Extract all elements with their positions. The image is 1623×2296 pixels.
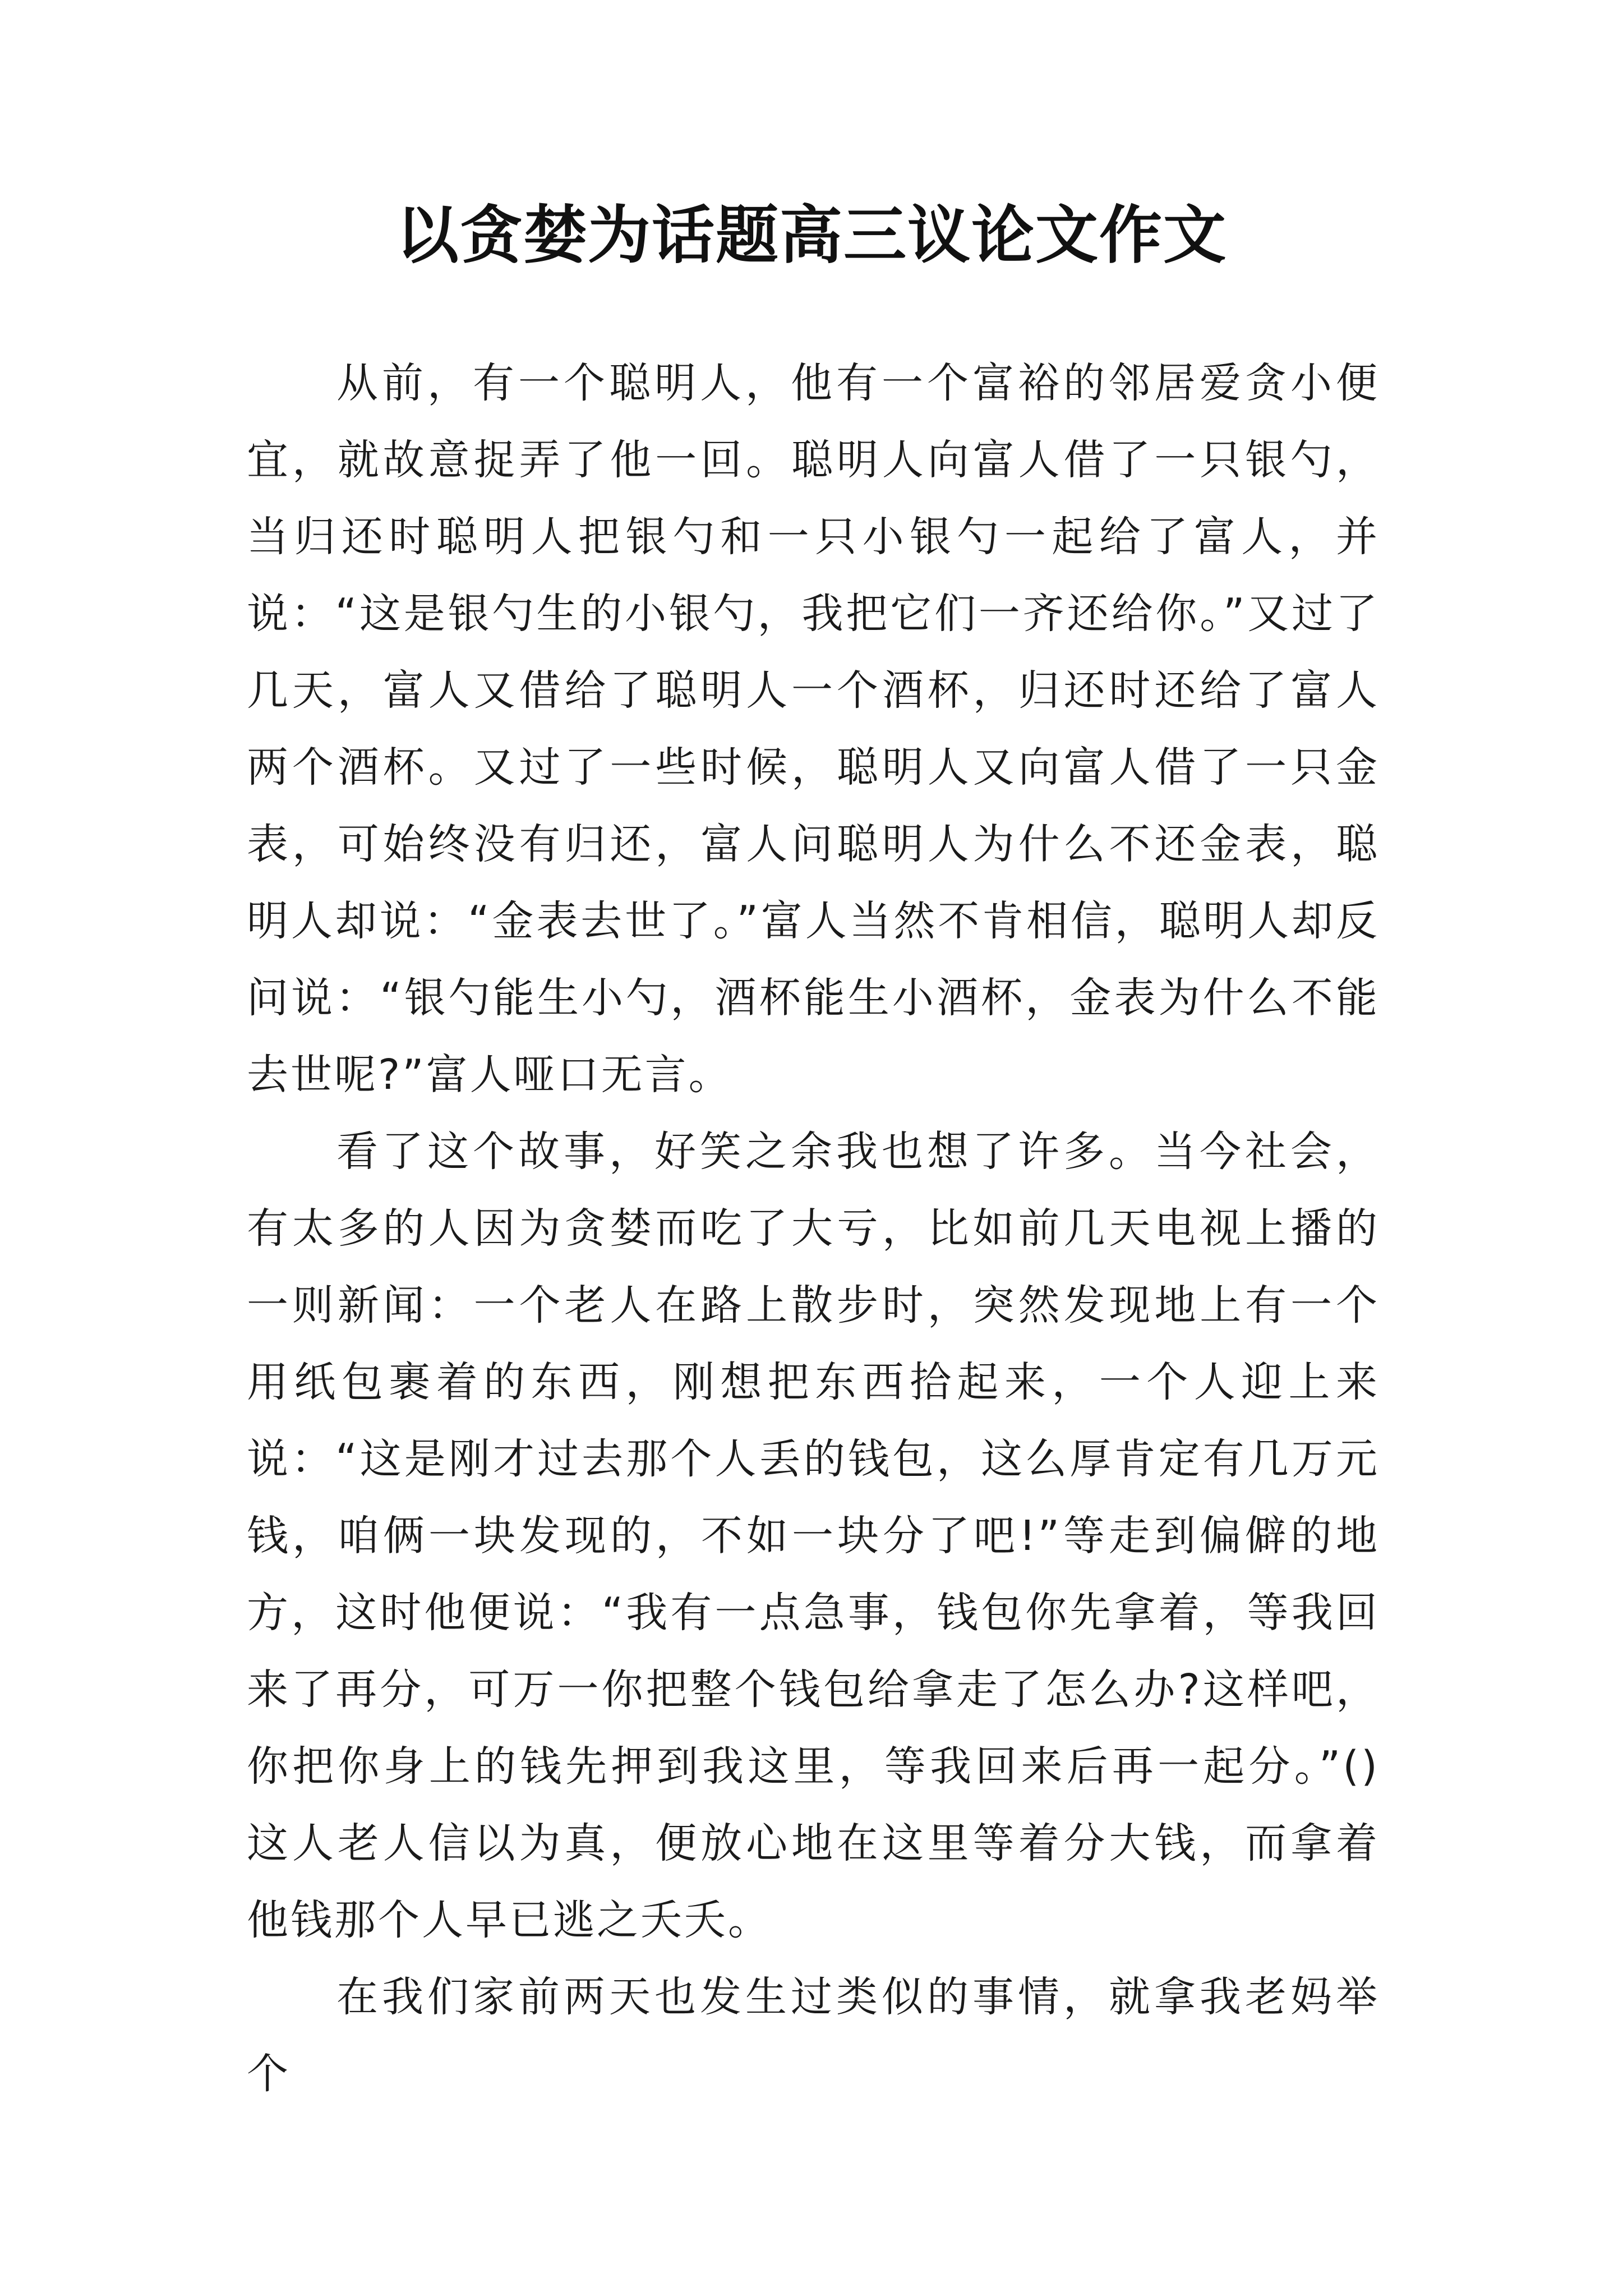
paragraph-3: 在我们家前两天也发生过类似的事情，就拿我老妈举个 [247, 1973, 1380, 2098]
paragraph-1: 从前，有一个聪明人，他有一个富裕的邻居爱贪小便宜，就故意捉弄了他一回。聪明人向富人借了一只银勺，当归还时聪明人把银勺和一只小银勺一起给了富人，并说：“这是银勺生的小银勺，我把它们一齐还给你。”又过了几天，富人又借给了聪明人一个酒杯，归还时还给了富人两个酒杯。又过了一些时候，聪明人又向富人借了一只金表，可始终没有归还，富人问聪明人为什么不还金表，聪明人却说：“金表去世了。”富人当然不肯相信，聪明人却反问说：“银勺能生小勺，酒杯能生小酒杯，金表为什么不能去世呢?”富人哑口无言。 [247, 359, 1380, 1099]
document-body [247, 345, 1380, 2113]
paragraph-2: 看了这个故事，好笑之余我也想了许多。当今社会，有太多的人因为贪婪而吃了大亏，比如前几天电视上播的一则新闻：一个老人在路上散步时，突然发现地上有一个用纸包裹着的东西，刚想把东西拾起来，一个人迎上来说：“这是刚才过去那个人丢的钱包，这么厚肯定有几万元钱，咱俩一块发现的，不如一块分了吧!”等走到偏僻的地方，这时他便说：“我有一点急事，钱包你先拿着，等我回来了再分，可万一你把整个钱包给拿走了怎么办?这样吧，你把你身上的钱先押到我这里，等我回来后再一起分。”()这人老人信以为真，便放心地在这里等着分大钱，而拿着他钱那个人早已逃之夭夭。 [247, 1128, 1380, 1944]
document-title: 以贪婪为话题高三议论文作文 [396, 199, 1227, 272]
